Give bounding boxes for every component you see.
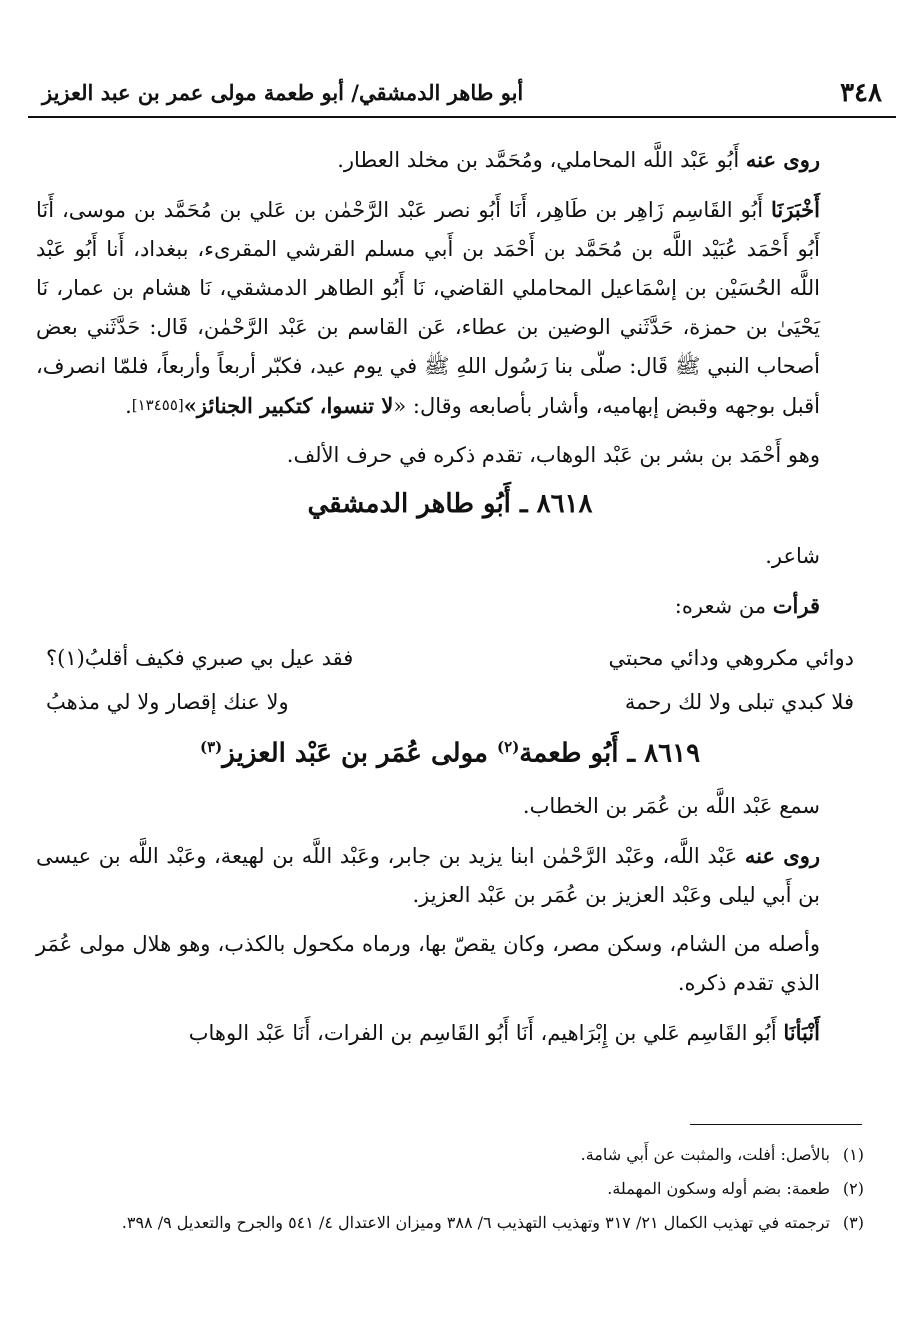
paragraph-lead: أَنْبَأنَا xyxy=(783,1019,820,1045)
paragraph-lead: روى عنه xyxy=(745,147,820,172)
footnote-number: (٣) xyxy=(842,1213,864,1232)
verse-line xyxy=(46,680,854,724)
entry-title-part: مولى عُمَر بن عَبْد العزيز xyxy=(222,738,498,769)
hadith-quote: لا تنسوا، كتكبير الجنائز xyxy=(196,393,394,418)
quote-end: » xyxy=(183,393,197,418)
footnote-divider xyxy=(690,1124,862,1125)
footnote-number: (٢) xyxy=(842,1179,864,1198)
footnote-marker: (٢) xyxy=(497,738,520,756)
footnote xyxy=(36,1140,864,1170)
page-number: ٣٤٨ xyxy=(840,78,882,108)
running-title: أبو طاهر الدمشقي/ أبو طعمة مولى عمر بن عبد العزيز xyxy=(42,80,524,105)
entry-8619-isnad xyxy=(36,1013,864,1053)
footnote-marker: (٣) xyxy=(199,738,223,756)
entry-8618-intro xyxy=(36,586,864,626)
paragraph-note: وهو أَحْمَد بن بشر بن عَبْد الوهاب، تقدم ذكره في حرف الألف. xyxy=(286,443,820,467)
paragraph-text: أَبُو القَاسِم عَلي بن إِبْرَاهيم، أَنَا أَبُو القَاسِم بن الفرات، أَنَا عَبْد الوهاب xyxy=(188,1020,784,1045)
footnote-text: طعمة: بضم أوله وسكون المهملة. xyxy=(607,1179,830,1198)
footnote xyxy=(36,1208,864,1238)
footnote xyxy=(36,1174,864,1204)
paragraph-lead: روى عنه xyxy=(744,842,821,868)
entry-heading-8618: ٨٦١٨ ـ أَبُو طاهر الدمشقي xyxy=(307,489,593,519)
hadith-reference: [١٣٤٥٥] xyxy=(131,396,184,414)
footnote-number: (١) xyxy=(842,1145,864,1164)
entry-8618-line: شاعر. xyxy=(765,544,820,568)
footnote-text: بالأصل: أفلت، والمثبت عن أَبي شامة. xyxy=(580,1145,830,1164)
page-header xyxy=(28,72,896,118)
poem xyxy=(36,636,864,724)
paragraph-lead: أَخْبَرَنَا xyxy=(771,197,820,222)
entry-heading-8619 xyxy=(36,738,864,769)
main-text xyxy=(36,140,864,1063)
verse-hemistich-right: دوائي مكروهي ودائي محبتي xyxy=(608,646,854,670)
paragraph-text: أَبُو القَاسِم زَاهِر بن طَاهِر، أَنَا أَبُو نصر عَبْد الرَّحْمٰن بن عَلي بن مُحَمَّد بن موسى، أَنَا أَبُو أَحْمَد عُبَيْد اللَّه بن مُحَمَّد بن أَحْمَد بن أَبي مسلم القرشي المقرىء، ببغداد، أَنا أَبُو عَبْد اللَّه الحُسَيْن بن إسْمَاعيل المحاملي القاضي، نَا أَبُو الطاهر الدمشقي، نَا هشام بن عمار، نَا يَحْيَىٰ بن حمزة، حَدَّثَني الوضين بن عطاء، عَن القاسم بن عَبْد الرَّحْمٰن، قَال: حَدَّثَني بعض أصحاب النبي ﷺ قَال: صلّى بنا رَسُول اللهِ ﷺ في يوم عيد، فكبّر أربعاً وأربعاً، فلمّا انصرف، أقبل بوجهه وقبض إبهاميه، وأشار بأصابعه وقال: « xyxy=(36,198,820,418)
footnote-text: ترجمته في تهذيب الكمال ٢١/ ٣١٧ وتهذيب التهذيب ٦/ ٣٨٨ وميزان الاعتدال ٤/ ٥٤١ والجرح والتعديل ٩/ ٣٩٨. xyxy=(121,1213,830,1232)
final-dot: . xyxy=(125,394,132,418)
paragraph-text: أَبُو عَبْد اللَّه المحاملي، ومُحَمَّد بن مخلد العطار. xyxy=(337,148,746,172)
paragraph-text: عَبْد اللَّه، وعَبْد الرَّحْمٰن ابنا يزيد بن جابر، وعَبْد اللَّه بن لهيعة، وعَبْد اللَّه بن عيسى بن أَبي ليلى وعَبْد العزيز بن عُمَر بن عَبْد العزيز. xyxy=(36,843,820,907)
verse-hemistich-left: ولا عنك إقصار ولا لي مذهبُ xyxy=(46,690,289,714)
footnotes xyxy=(36,1140,864,1242)
paragraph-hadith xyxy=(36,190,864,426)
entry-8619-origin: وأصله من الشام، وسكن مصر، وكان يقصّ بها، ورماه مكحول بالكذب، وهو هلال مولى عُمَر الذي تقدم ذكره. xyxy=(36,931,820,995)
entry-8619-line: سمع عَبْد اللَّه بن عُمَر بن الخطاب. xyxy=(522,793,820,818)
paragraph-lead: قرأت xyxy=(772,593,820,618)
paragraph-text: من شعره: xyxy=(674,594,773,618)
verse-hemistich-right: فلا كبدي تبلى ولا لك رحمة xyxy=(624,690,854,714)
verse-hemistich-left: فقد عيل بي صبري فكيف أقلبُ(١)؟ xyxy=(46,646,354,670)
paragraph-narrators xyxy=(36,140,864,180)
verse-line xyxy=(46,636,854,680)
entry-title-part: ٨٦١٩ ـ أَبُو طعمة xyxy=(519,738,701,769)
entry-8619-narrators xyxy=(36,836,864,915)
